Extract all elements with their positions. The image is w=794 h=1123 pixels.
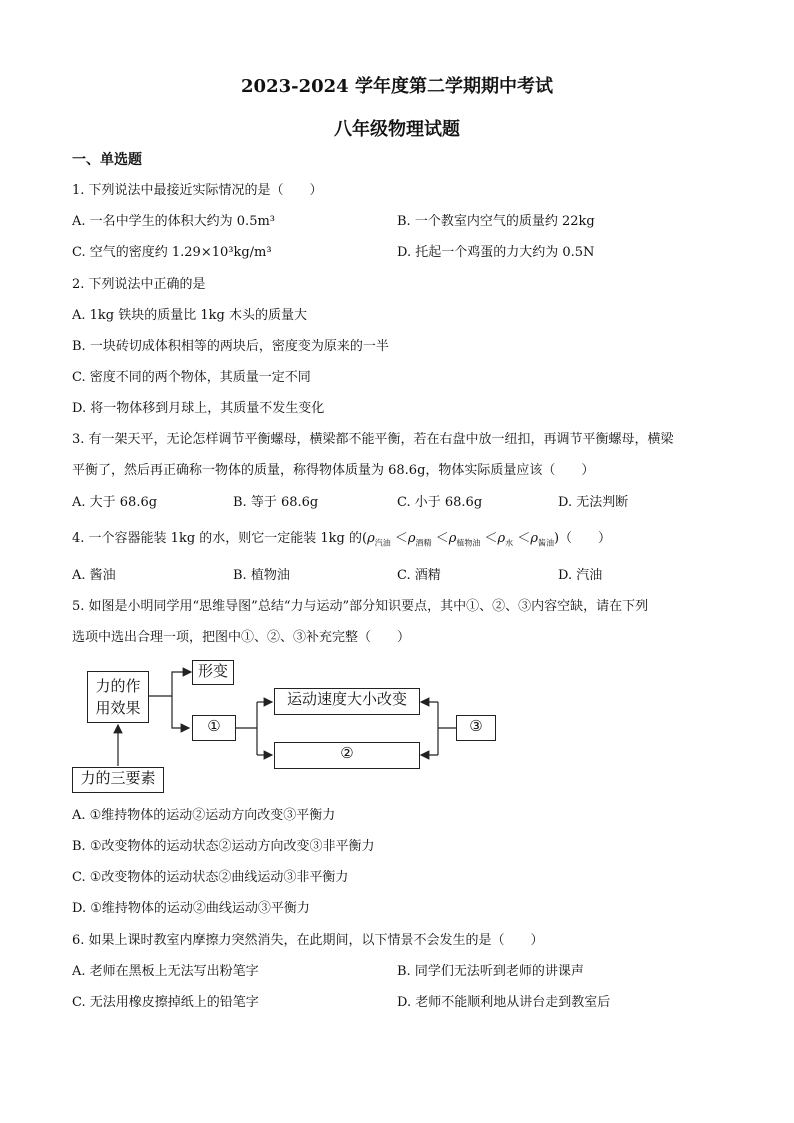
q1-option-a: A. 一名中学生的体积大约为 0.5m³ <box>72 214 275 229</box>
rho-sub-water: 水 <box>505 538 514 548</box>
q3-option-b: B. 等于 68.6g <box>233 495 319 510</box>
q3-option-d: D. 无法判断 <box>558 495 629 510</box>
q2-option-d: D. 将一物体移到月球上，其质量不发生变化 <box>72 401 325 416</box>
q3-option-a: A. 大于 68.6g <box>72 495 158 510</box>
rho-symbol: ρ <box>530 531 538 546</box>
q1-option-c: C. 空气的密度约 1.29×10³kg/m³ <box>72 245 272 260</box>
q5-stem-line2: 选项中选出合理一项，把图中①、②、③补充完整（ ） <box>72 630 411 645</box>
q4-option-c: C. 酒精 <box>397 568 441 583</box>
blank-1-box: ① <box>192 715 236 741</box>
three-elements-box: 力的三要素 <box>72 767 164 793</box>
rho-symbol: ρ <box>407 531 416 546</box>
exam-title: 2023-2024 学年度第二学期期中考试 <box>241 76 553 97</box>
rho-sub-vegetable-oil: 植物油 <box>456 538 481 548</box>
q5-option-a: A. ①维持物体的运动②运动方向改变③平衡力 <box>72 808 336 823</box>
rho-symbol: ρ <box>448 531 457 546</box>
q3-stem-line2: 平衡了，然后再正确称一物体的质量，称得物体质量为 68.6g，物体实际质量应该（ ） <box>72 463 595 478</box>
section-heading: 一、单选题 <box>72 152 142 168</box>
q6-option-b: B. 同学们无法听到老师的讲课声 <box>397 964 584 979</box>
blank-2-box: ② <box>274 742 420 769</box>
q4-stem-post: )（ ） <box>553 531 612 546</box>
q4-option-a: A. 酱油 <box>72 568 116 583</box>
q2-option-b: B. 一块砖切成体积相等的两块后，密度变为原来的一半 <box>72 339 389 354</box>
q2-option-a: A. 1kg 铁块的质量比 1kg 木头的质量大 <box>72 308 307 323</box>
q5-stem-line1: 5. 如图是小明同学用“思维导图”总结“力与运动”部分知识要点，其中①、②、③内容空缺，请在下列 <box>72 599 649 614</box>
q4-option-b: B. 植物油 <box>233 568 290 583</box>
q5-option-b: B. ①改变物体的运动状态②运动方向改变③非平衡力 <box>72 839 375 854</box>
q1-option-b: B. 一个教室内空气的质量约 22kg <box>397 214 595 229</box>
blank-3-box: ③ <box>456 715 496 741</box>
speed-change-box: 运动速度大小改变 <box>274 688 420 715</box>
deformation-box: 形变 <box>192 660 234 685</box>
q1-stem: 1. 下列说法中最接近实际情况的是（ ） <box>72 183 323 198</box>
q3-option-c: C. 小于 68.6g <box>397 495 483 510</box>
lt-sign: ＜ <box>394 531 408 546</box>
exam-subtitle: 八年级物理试题 <box>334 119 460 140</box>
q5-option-c: C. ①改变物体的运动状态②曲线运动③非平衡力 <box>72 870 349 885</box>
q1-option-d: D. 托起一个鸡蛋的力大约为 0.5N <box>397 245 595 260</box>
q4-stem-pre: 4. 一个容器能装 1kg 的水，则它一定能装 1kg 的( <box>72 531 368 546</box>
rho-symbol: ρ <box>497 531 506 546</box>
q6-option-c: C. 无法用橡皮擦掉纸上的铅笔字 <box>72 995 259 1010</box>
q2-stem: 2. 下列说法中正确的是 <box>72 277 206 292</box>
lt-sign: ＜ <box>435 531 449 546</box>
q6-stem: 6. 如果上课时教室内摩擦力突然消失，在此期间，以下情景不会发生的是（ ） <box>72 933 544 948</box>
rho-sub-soy-sauce: 酱油 <box>537 538 554 548</box>
force-effect-line2: 用效果 <box>95 699 141 717</box>
q3-stem-line1: 3. 有一架天平，无论怎样调节平衡螺母，横梁都不能平衡，若在右盘中放一纽扣，再调节平衡螺母，横梁 <box>72 432 674 447</box>
q4-option-d: D. 汽油 <box>558 568 603 583</box>
rho-sub-gasoline: 汽油 <box>374 538 391 548</box>
q2-option-c: C. 密度不同的两个物体，其质量一定不同 <box>72 370 311 385</box>
lt-sign: ＜ <box>517 531 531 546</box>
lt-sign: ＜ <box>484 531 498 546</box>
force-effect-line1: 力的作 <box>95 677 141 695</box>
force-effect-box <box>87 671 149 723</box>
q6-option-d: D. 老师不能顺利地从讲台走到教室后 <box>397 995 611 1010</box>
q5-option-d: D. ①维持物体的运动②曲线运动③平衡力 <box>72 901 310 916</box>
q6-option-a: A. 老师在黑板上无法写出粉笔字 <box>72 964 259 979</box>
rho-sub-alcohol: 酒精 <box>415 538 432 548</box>
rho-symbol: ρ <box>367 531 375 546</box>
